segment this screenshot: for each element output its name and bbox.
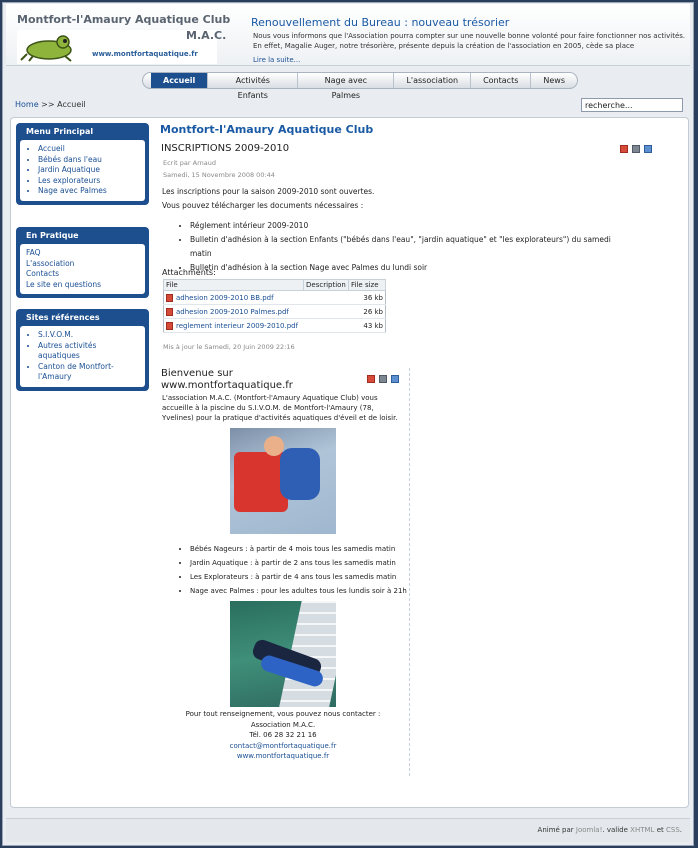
- list-item: • Jardin Aquatique : à partir de 2 ans tous les samedis matin: [190, 556, 406, 570]
- article-modified: Mis à jour le Samedi, 20 Juin 2009 22:16: [163, 343, 295, 351]
- pdf-icon[interactable]: [367, 375, 375, 383]
- main-nav: [142, 72, 578, 100]
- attachment-description: [304, 319, 349, 333]
- article-paragraph: Vous pouvez télécharger les documents nécessaires :: [162, 201, 364, 210]
- nav-item-nage-avec-palmes[interactable]: Nage avec Palmes: [298, 73, 394, 88]
- contact-tel: Tél. 06 28 32 21 16: [249, 731, 317, 739]
- news-body: Nous vous informons que l'Association pourra compter sur une nouvelle bonne volonté pour faire fonctionner nos activités. En effet, Magalie Auger, notre trésorière, présente depuis la création de l'association en 2005, cède sa place: [253, 32, 686, 50]
- breadcrumb: [15, 100, 86, 109]
- breadcrumb-home-link[interactable]: Home: [15, 100, 39, 109]
- module-body: [20, 326, 145, 387]
- search-input[interactable]: [581, 98, 683, 112]
- column-header: File size: [349, 280, 386, 291]
- module-title: Sites références: [26, 313, 100, 322]
- news-read-more-link[interactable]: Lire la suite...: [253, 56, 301, 64]
- module-title: Menu Principal: [26, 127, 94, 136]
- article-title: Bienvenue sur www.montfortaquatique.fr: [161, 368, 293, 391]
- site-footer: [6, 818, 690, 842]
- logo-url[interactable]: www.montfortaquatique.fr: [92, 50, 198, 58]
- attachments-label: Attachments:: [162, 268, 216, 277]
- list-item: • Bulletin d'adhésion à la section Nage avec Palmes du lundi soir: [190, 261, 618, 275]
- article-tools: [620, 145, 652, 153]
- contact-block: [168, 709, 398, 762]
- pratique-item-association[interactable]: L'association: [26, 258, 75, 268]
- module-body: [20, 140, 145, 201]
- news-title[interactable]: Renouvellement du Bureau : nouveau trésorier: [251, 16, 510, 29]
- article-tools: [367, 375, 399, 383]
- footer-credits: [538, 826, 682, 834]
- nav-item-association[interactable]: L'association: [394, 73, 471, 88]
- menu-item-jardin[interactable]: Jardin Aquatique: [38, 165, 101, 174]
- menu-item-explorateurs[interactable]: Les explorateurs: [38, 175, 101, 185]
- breadcrumb-current: Accueil: [57, 100, 86, 109]
- contact-org: Association M.A.C.: [250, 720, 316, 729]
- nav-item-contacts[interactable]: Contacts: [471, 73, 531, 88]
- email-icon[interactable]: [644, 145, 652, 153]
- article-paragraph: Les inscriptions pour la saison 2009-2010 sont ouvertes.: [162, 187, 375, 196]
- site-title: Montfort-l'Amaury Aquatique Club: [160, 123, 374, 136]
- xhtml-link[interactable]: XHTML: [630, 826, 655, 834]
- pratique-item-site-questions[interactable]: Le site en questions: [26, 279, 102, 289]
- contact-site-link[interactable]: www.montfortaquatique.fr: [236, 752, 330, 760]
- pdf-file-icon: [166, 308, 173, 316]
- module-sites-references: [16, 309, 149, 391]
- table-row: [164, 291, 386, 305]
- ref-item-canton[interactable]: Canton de Montfort-l'Amaury: [38, 361, 114, 381]
- footer-text: et: [656, 826, 664, 834]
- article-author: Ecrit par Arnaud: [163, 159, 216, 167]
- site-header: [6, 4, 690, 66]
- pratique-item-faq[interactable]: FAQ: [26, 248, 41, 257]
- module-en-pratique: [16, 227, 149, 298]
- pdf-file-icon: [166, 294, 173, 302]
- attachment-description: [304, 291, 349, 305]
- print-icon[interactable]: [632, 145, 640, 153]
- css-link[interactable]: CSS: [665, 826, 680, 834]
- article-date: Samedi, 15 Novembre 2008 00:44: [163, 171, 275, 179]
- attachment-link[interactable]: adhesion 2009-2010 Palmes.pdf: [176, 307, 289, 316]
- attachment-description: [304, 305, 349, 319]
- list-item: • Bébés Nageurs : à partir de 4 mois tous les samedis matin: [190, 542, 406, 556]
- list-item: • Bulletin d'adhésion à la section Enfants ("bébés dans l'eau", "jardin aquatique" et "les explorateurs") du samedi matin: [190, 233, 618, 261]
- list-item: • Nage avec Palmes : pour les adultes tous les lundis soir à 21h: [190, 584, 406, 598]
- footer-text: .: [679, 826, 682, 834]
- module-body: [20, 244, 145, 294]
- pdf-file-icon: [166, 322, 173, 330]
- attachment-size: 43 kb: [349, 319, 386, 333]
- logo-title: Montfort-l'Amaury Aquatique Club: [17, 13, 231, 26]
- footer-text: . valide: [602, 826, 628, 834]
- photo-fins-pool: [230, 601, 336, 707]
- module-title: En Pratique: [26, 231, 79, 240]
- ref-item-autres[interactable]: Autres activités aquatiques: [38, 340, 97, 360]
- attachments-table: [163, 279, 386, 333]
- article-title: INSCRIPTIONS 2009-2010: [161, 143, 290, 154]
- nav-item-news[interactable]: News: [543, 76, 565, 85]
- joomla-link[interactable]: Joomla!: [575, 826, 603, 834]
- contact-intro: Pour tout renseignement, vous pouvez nous contacter :: [185, 710, 381, 718]
- photo-children-pool: [230, 428, 336, 534]
- email-icon[interactable]: [391, 375, 399, 383]
- column-divider: [409, 368, 410, 776]
- table-row: [164, 305, 386, 319]
- documents-list: [178, 219, 618, 275]
- list-item: • Les Explorateurs : à partir de 4 ans tous les samedis matin: [190, 570, 406, 584]
- column-header: File: [164, 280, 304, 291]
- pratique-item-contacts[interactable]: Contacts: [26, 269, 60, 278]
- menu-item-bebes[interactable]: Bébés dans l'eau: [38, 154, 102, 164]
- logo-subtitle: M.A.C.: [186, 29, 227, 42]
- menu-item-accueil[interactable]: Accueil: [38, 144, 65, 153]
- module-menu-principal: [16, 123, 149, 205]
- print-icon[interactable]: [379, 375, 387, 383]
- attachment-size: 26 kb: [349, 305, 386, 319]
- table-row: [164, 319, 386, 333]
- column-header: Description: [304, 280, 349, 291]
- activities-list: [178, 542, 406, 598]
- article-body: L'association M.A.C. (Montfort-l'Amaury Aquatique Club) vous accueille à la piscine du S.I.V.O.M. de Montfort-l'Amaury (78, Yvelines) pour la pratique d'activités aquatiques d'éveil et de loisir.: [162, 394, 398, 422]
- frog-logo-icon: [19, 32, 79, 62]
- breadcrumb-separator: >>: [41, 100, 55, 109]
- menu-item-nage-palmes[interactable]: Nage avec Palmes: [38, 186, 107, 195]
- footer-text: Animé par: [537, 826, 574, 834]
- attachment-size: 36 kb: [349, 291, 386, 305]
- contact-email-link[interactable]: contact@montfortaquatique.fr: [229, 741, 337, 750]
- ref-item-sivom[interactable]: S.I.V.O.M.: [38, 330, 74, 339]
- attachment-link[interactable]: reglement interieur 2009-2010.pdf: [176, 321, 299, 330]
- pdf-icon[interactable]: [620, 145, 628, 153]
- list-item: • Réglement intérieur 2009-2010: [190, 219, 618, 233]
- nav-item-accueil[interactable]: Accueil: [151, 73, 208, 88]
- attachment-link[interactable]: adhesion 2009-2010 BB.pdf: [176, 293, 274, 302]
- nav-item-activites-enfants[interactable]: Activités Enfants: [208, 73, 298, 88]
